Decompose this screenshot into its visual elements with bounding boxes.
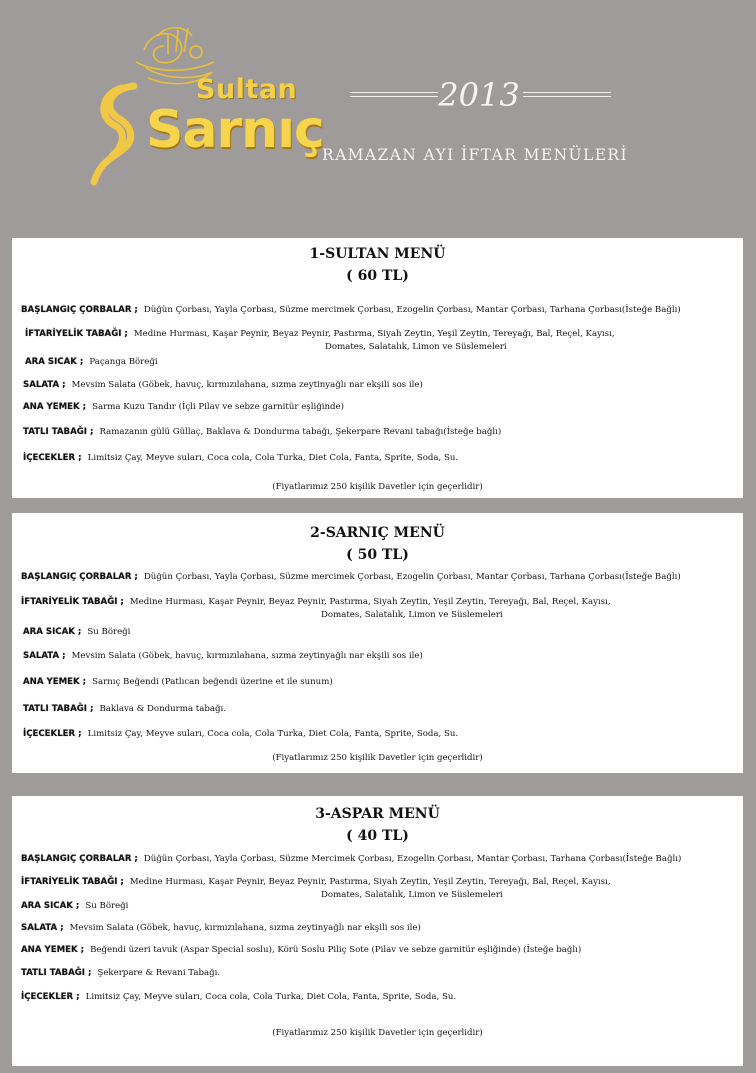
- item-label: ARA SICAK ;: [21, 901, 80, 911]
- brand-sultan-text: Sultan: [196, 74, 298, 105]
- item-label: ANA YEMEK ;: [23, 677, 87, 687]
- item-label: BAŞLANGIÇ ÇORBALAR ;: [21, 572, 138, 582]
- menu-item-drinks: [23, 452, 737, 465]
- item-value: Limitsiz Çay, Meyve suları, Coca cola, Cola Turka, Diet Cola, Fanta, Sprite, Soda, Su.: [85, 992, 457, 1002]
- item-value: Paçanga Böreği: [89, 357, 158, 367]
- page-subtitle: RAMAZAN AYI İFTAR MENÜLERİ: [322, 146, 628, 164]
- item-value: Medine Hurması, Kaşar Peynir, Beyaz Peynir, Pastırma, Siyah Zeytin, Yeşil Zeytin, Tereyağı, Bal, Reçel, Kayısı,: [133, 329, 615, 339]
- item-value: Baklava & Dondurma tabağı.: [99, 704, 226, 714]
- item-label: ARA SICAK ;: [25, 357, 84, 367]
- item-value: Düğün Çorbası, Yayla Çorbası, Süzme mercimek Çorbası, Ezogelin Çorbası, Mantar Çorbası, Tarhana Çorbası(İsteğe Bağlı): [143, 305, 681, 315]
- menu-item-main-course: [21, 944, 737, 957]
- item-label: ANA YEMEK ;: [23, 402, 87, 412]
- item-value: Mevsim Salata (Göbek, havuç, kırmızılahana, sızma zeytinyağlı nar ekşili sos ile): [71, 651, 423, 661]
- menu-price: ( 60 TL): [346, 268, 409, 284]
- menu-card-aspar: [12, 796, 743, 1066]
- menu-item-iftar-plate: [25, 328, 737, 352]
- item-value: Düğün Çorbası, Yayla Çorbası, Süzme Mercimek Çorbası, Ezogelin Çorbası, Mantar Çorbası, Tarhana Çorbası(İsteğe Bağlı): [143, 854, 682, 864]
- header: [0, 0, 756, 238]
- item-label: İÇECEKLER ;: [21, 992, 80, 1002]
- item-value: Mevsim Salata (Göbek, havuç, kırmızılahana, sızma zeytinyağlı nar ekşili sos ile): [69, 923, 421, 933]
- menu-item-dessert: [21, 967, 737, 980]
- item-value: Su Böreği: [87, 627, 131, 637]
- item-value: Su Böreği: [85, 901, 129, 911]
- menu-item-iftar-plate: [21, 596, 737, 620]
- item-label: ANA YEMEK ;: [21, 945, 85, 955]
- menu-item-iftar-plate: [21, 876, 737, 900]
- menu-item-drinks: [23, 728, 737, 741]
- item-label: SALATA ;: [23, 651, 66, 661]
- item-label: TATLI TABAĞI ;: [23, 704, 94, 714]
- menu-item-soups: [21, 571, 737, 584]
- item-label: İFTARİYELİK TABAĞI ;: [21, 877, 124, 887]
- menu-price: ( 40 TL): [346, 828, 409, 844]
- item-value-continued: Domates, Salatalık, Limon ve Süslemeleri: [321, 610, 503, 620]
- item-value: Düğün Çorbası, Yayla Çorbası, Süzme mercimek Çorbası, Ezogelin Çorbası, Mantar Çorbası, Tarhana Çorbası(İsteğe Bağlı): [143, 572, 681, 582]
- menu-card-sultan: [12, 238, 743, 498]
- price-note: (Fiyatlarımız 250 kişilik Davetler için geçerlidir): [272, 482, 483, 492]
- menu-item-dessert: [23, 426, 737, 439]
- menu-item-salad: [23, 379, 737, 392]
- menu-title: 2-SARNIÇ MENÜ: [310, 525, 445, 541]
- menu-item-main-course: [23, 676, 737, 689]
- item-label: İÇECEKLER ;: [23, 729, 82, 739]
- menu-item-soups: [21, 853, 737, 866]
- item-value: Medine Hurması, Kaşar Peynir, Beyaz Peynir, Pastırma, Siyah Zeytin, Yeşil Zeytin, Tereyağı, Bal, Reçel, Kayısı,: [129, 597, 611, 607]
- price-note: (Fiyatlarımız 250 kişilik Davetler için geçerlidir): [272, 1028, 483, 1038]
- item-label: TATLI TABAĞI ;: [21, 968, 92, 978]
- menu-item-warm-starter: [25, 356, 737, 369]
- menu-item-warm-starter: [23, 626, 737, 639]
- item-label: ARA SICAK ;: [23, 627, 82, 637]
- item-label: İFTARİYELİK TABAĞI ;: [25, 329, 128, 339]
- item-value: Limitsiz Çay, Meyve suları, Coca cola, Cola Turka, Diet Cola, Fanta, Sprite, Soda, Su.: [87, 729, 459, 739]
- menu-item-dessert: [23, 703, 737, 716]
- item-label: İFTARİYELİK TABAĞI ;: [21, 597, 124, 607]
- menu-item-main-course: [23, 401, 737, 414]
- item-value: Medine Hurması, Kaşar Peynir, Beyaz Peynir, Pastırma, Siyah Zeytin, Yeşil Zeytin, Tereyağı, Bal, Reçel, Kayısı,: [129, 877, 611, 887]
- menu-card-sarnic: [12, 513, 743, 773]
- item-value: Limitsiz Çay, Meyve suları, Coca cola, Cola Turka, Diet Cola, Fanta, Sprite, Soda, Su.: [87, 453, 459, 463]
- menu-price: ( 50 TL): [346, 547, 409, 563]
- item-value: Beğendi üzeri tavuk (Aspar Special soslu), Körü Soslu Piliç Sote (Pilav ve sebze garnitür eşliğinde) (İsteğe bağlı): [90, 945, 582, 955]
- item-label: BAŞLANGIÇ ÇORBALAR ;: [21, 854, 138, 864]
- brand-sarnic-text: Sarnıç: [146, 100, 324, 160]
- item-label: BAŞLANGIÇ ÇORBALAR ;: [21, 305, 138, 315]
- menu-title: 1-SULTAN MENÜ: [309, 246, 446, 262]
- menu-item-salad: [23, 650, 737, 663]
- menu-item-salad: [21, 922, 737, 935]
- menu-item-warm-starter: [21, 900, 737, 913]
- year-banner: [345, 72, 613, 122]
- item-value-continued: Domates, Salatalık, Limon ve Süslemeleri: [325, 342, 507, 352]
- item-label: İÇECEKLER ;: [23, 453, 82, 463]
- menu-item-drinks: [21, 991, 737, 1004]
- item-value: Şekerpare & Revani Tabağı.: [97, 968, 221, 978]
- year-text: 2013: [438, 76, 520, 114]
- item-value: Sarma Kuzu Tandır (İçli Pilav ve sebze garnitür eşliğinde): [92, 402, 344, 412]
- item-label: SALATA ;: [21, 923, 64, 933]
- menu-title: 3-ASPAR MENÜ: [315, 806, 440, 822]
- item-value: Ramazanın gülü Güllaç, Baklava & Dondurma tabağı, Şekerpare Revani tabağı(İsteğe bağlı): [99, 427, 502, 437]
- item-value-continued: Domates, Salatalık, Limon ve Süslemeleri: [321, 890, 503, 900]
- year-divider-right: [523, 90, 611, 100]
- menu-item-soups: [21, 304, 737, 317]
- sultan-sarnic-logo: [88, 22, 324, 202]
- item-label: TATLI TABAĞI ;: [23, 427, 94, 437]
- price-note: (Fiyatlarımız 250 kişilik Davetler için geçerlidir): [272, 753, 483, 763]
- item-value: Sarnıç Beğendi (Patlıcan beğendi üzerine et ile sunum): [92, 677, 333, 687]
- item-label: SALATA ;: [23, 380, 66, 390]
- item-value: Mevsim Salata (Göbek, havuç, kırmızılahana, sızma zeytinyağlı nar ekşili sos ile): [71, 380, 423, 390]
